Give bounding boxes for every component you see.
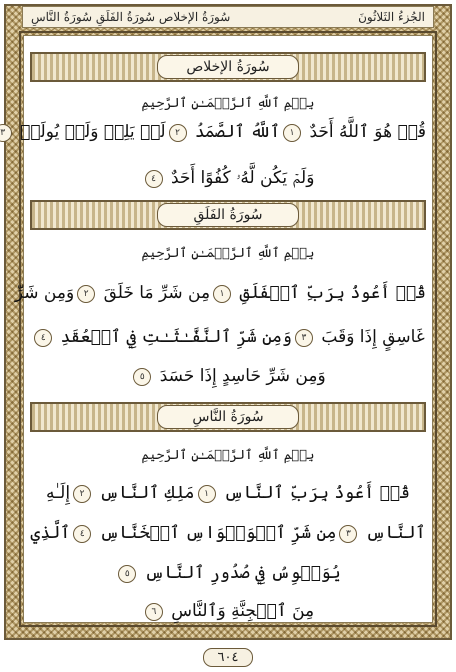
page-number: ٦٠٤ — [203, 648, 254, 667]
ayah-text: لَمۡ يَلِدۡ وَلَمۡ يُولَدۡ — [14, 122, 166, 142]
ayah-line — [30, 168, 426, 188]
ayah-text: وَمِن شَرِّ — [14, 283, 75, 303]
page-footer — [0, 646, 456, 667]
ayah-line — [30, 482, 426, 503]
page-header — [22, 6, 434, 28]
surah-title: سُورَةُ النَّاسِ — [192, 409, 264, 425]
ayah-number-marker: ٢ — [169, 124, 187, 142]
ayah-line — [0, 121, 426, 142]
ayah-number-marker: ٤ — [73, 525, 91, 543]
ayah-number-marker: ٣ — [339, 525, 357, 543]
surah-banner-falaq — [30, 200, 426, 230]
ayah-number-marker: ٤ — [145, 170, 163, 188]
ayah-text: وَمِن شَرِّ حَاسِدٍ إِذَا حَسَدَ — [154, 366, 326, 386]
ayah-number-marker: ١ — [283, 124, 301, 142]
ayah-text: ٱللَّهُ ٱلصَّمَدُ — [189, 122, 281, 142]
ayah-number-marker: ٥ — [133, 368, 151, 386]
ayah-number-marker: ٦ — [145, 603, 163, 621]
ayah-number-marker: ٣ — [0, 124, 12, 142]
ayah-line — [30, 600, 426, 621]
ayah-text: ٱلنَّاسِ — [360, 523, 426, 543]
ayah-text: إِلَـٰهِ — [46, 483, 71, 503]
ayah-number-marker: ٢ — [73, 485, 91, 503]
header-juz-name: الجُزءُ الثَلاثُونَ — [358, 10, 425, 24]
ayah-number-marker: ٢ — [77, 285, 95, 303]
ayah-line — [30, 326, 426, 347]
ayah-line — [14, 282, 426, 303]
ayah-number-marker: ٤ — [34, 329, 52, 347]
basmala: بِسۡمِ ٱللَّهِ ٱلرَّحۡمَـٰنِ ٱلرَّحِيمِ — [141, 96, 315, 111]
ayah-number-marker: ٥ — [118, 565, 136, 583]
surah-banner-ikhlas — [30, 52, 426, 82]
ayah-number-marker: ١ — [213, 285, 231, 303]
ayah-text: غَاسِقٍ إِذَا وَقَبَ — [315, 327, 425, 347]
ayah-line — [30, 366, 426, 386]
surah-banner-nas — [30, 402, 426, 432]
header-surah-names: سُورَةُ الإخلاص سُورَةُ الفَلَقِ سُورَةُ النَّاسِ — [31, 10, 231, 24]
surah-title: سُورَةُ الإخلاص — [186, 59, 270, 75]
ayah-text: ٱلَّذِي — [30, 523, 71, 543]
ayah-text: وَلَمۡ يَكُن لَّهُۥ كُفُوًا أَحَدٌ — [165, 168, 315, 188]
ayah-text: مِن شَرِّ مَا خَلَقَ — [98, 283, 211, 303]
surah-title-plaque — [157, 405, 299, 429]
ayah-line — [30, 562, 426, 583]
ayah-text: مَلِكِ ٱلنَّاسِ — [94, 483, 195, 503]
ayah-text: يُوَسۡوِسُ فِي صُدُورِ ٱلنَّاسِ — [139, 563, 341, 583]
ayah-text: قُلۡ أَعُوذُ بِرَبِّ ٱلنَّاسِ — [218, 483, 410, 503]
ayah-text: مِنَ ٱلۡجِنَّةِ وَٱلنَّاسِ — [165, 601, 315, 621]
ayah-text: مِن شَرِّ ٱلۡوَسۡوَاسِ ٱلۡخَنَّاسِ — [94, 523, 337, 543]
ayah-text: قُلۡ هُوَ ٱللَّهُ أَحَدٌ — [304, 122, 426, 142]
ayah-text: وَمِن شَرِّ ٱلنَّفَّـٰثَـٰتِ فِي ٱلۡعُقَدِ — [55, 327, 292, 347]
surah-title-plaque — [157, 55, 299, 79]
basmala: بِسۡمِ ٱللَّهِ ٱلرَّحۡمَـٰنِ ٱلرَّحِيمِ — [141, 246, 315, 261]
basmala: بِسۡمِ ٱللَّهِ ٱلرَّحۡمَـٰنِ ٱلرَّحِيمِ — [141, 448, 315, 463]
ayah-number-marker: ١ — [198, 485, 216, 503]
surah-title: سُورَةُ الفَلَقِ — [193, 207, 263, 223]
surah-title-plaque — [157, 203, 299, 227]
ayah-number-marker: ٣ — [295, 329, 313, 347]
ayah-text: قُلۡ أَعُوذُ بِرَبِّ ٱلۡفَلَقِ — [234, 283, 426, 303]
ayah-line — [30, 522, 426, 543]
